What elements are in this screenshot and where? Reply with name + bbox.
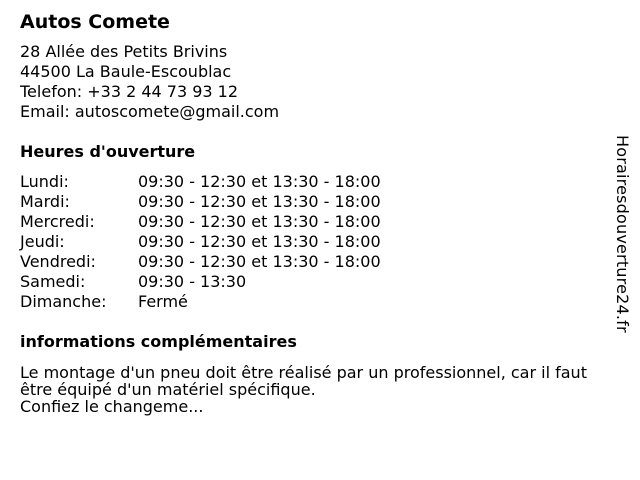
address-line-2: 44500 La Baule-Escoublac: [20, 62, 232, 81]
hours-row-wednesday: [20, 212, 600, 232]
hours-row-thursday: [20, 232, 600, 252]
day-label: Dimanche:: [20, 292, 107, 311]
info-paragraph: Le montage d'un pneu doit être réalisé par un professionnel, car il faut être équipé d'un matériel spécifique.: [20, 363, 587, 399]
time-value: 09:30 - 12:30 et 13:30 - 18:00: [138, 252, 381, 271]
day-label: Lundi:: [20, 172, 69, 191]
info-truncated-text: Confiez le changeme...: [20, 397, 204, 416]
address-line-1: 28 Allée des Petits Brivins: [20, 42, 228, 61]
business-name: Autos Comete: [20, 11, 170, 33]
time-value: 09:30 - 12:30 et 13:30 - 18:00: [138, 172, 381, 191]
time-value: Fermé: [138, 292, 188, 311]
hours-table: [20, 172, 600, 312]
hours-row-saturday: [20, 272, 600, 292]
day-label: Mardi:: [20, 192, 70, 211]
time-value: 09:30 - 12:30 et 13:30 - 18:00: [138, 212, 381, 231]
day-label: Mercredi:: [20, 212, 95, 231]
time-value: 09:30 - 13:30: [138, 272, 247, 291]
email-line: Email: autoscomete@gmail.com: [20, 102, 280, 121]
hours-row-sunday: [20, 292, 600, 312]
hours-row-tuesday: [20, 192, 600, 212]
day-label: Jeudi:: [20, 232, 65, 251]
day-label: Vendredi:: [20, 252, 96, 271]
hours-heading: Heures d'ouverture: [20, 142, 196, 161]
time-value: 09:30 - 12:30 et 13:30 - 18:00: [138, 232, 381, 251]
info-heading: informations complémentaires: [20, 332, 297, 351]
time-value: 09:30 - 12:30 et 13:30 - 18:00: [138, 192, 381, 211]
day-label: Samedi:: [20, 272, 86, 291]
site-watermark: Horairesdouverture24.fr: [613, 135, 632, 333]
hours-row-monday: [20, 172, 600, 192]
phone-line: Telefon: +33 2 44 73 93 12: [20, 82, 239, 101]
hours-row-friday: [20, 252, 600, 272]
business-card: [20, 10, 600, 415]
